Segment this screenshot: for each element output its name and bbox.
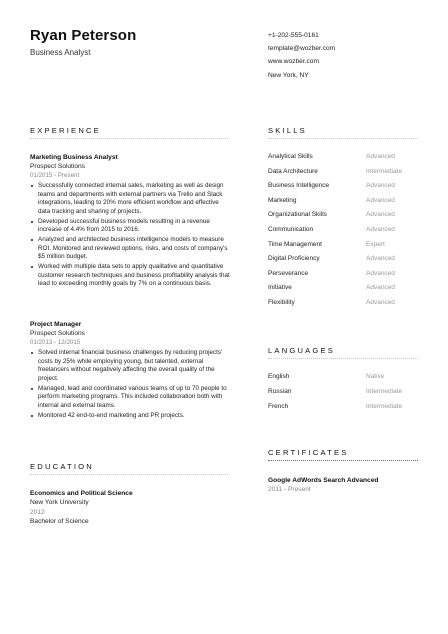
job-dates: 01/2013 - 12/2015 — [30, 339, 81, 346]
skill-row — [268, 241, 418, 255]
certificate-entry — [268, 476, 428, 495]
contact-block — [268, 29, 335, 82]
skill-name: Business Intelligence — [268, 182, 330, 190]
contact-location: New York, NY — [268, 71, 309, 79]
skill-name: Time Management — [268, 240, 322, 248]
skill-name: Flexibility — [268, 299, 295, 306]
section-divider — [268, 138, 418, 139]
education-entry — [30, 489, 230, 526]
skill-level: Expert — [366, 240, 385, 248]
skill-level: Advanced — [366, 255, 395, 263]
language-name: French — [268, 403, 289, 410]
section-title-education: EDUCATION — [30, 462, 94, 471]
skill-row — [268, 153, 418, 167]
certificate-dates: 2011 - Present — [268, 486, 311, 494]
education-degree: Economics and Political Science — [30, 490, 133, 497]
contact-website: www.wozber.com — [268, 58, 319, 66]
education-school: New York University — [30, 499, 89, 507]
skill-row — [268, 299, 418, 313]
skill-name: Marketing — [268, 196, 297, 204]
skill-row — [268, 270, 418, 284]
skill-name: Initiative — [268, 284, 292, 292]
skill-row — [268, 255, 418, 269]
job-company: Prospect Solutions — [30, 330, 85, 337]
language-row — [268, 403, 418, 417]
section-title-languages: LANGUAGES — [268, 346, 336, 355]
language-row — [268, 388, 418, 402]
language-row — [268, 373, 418, 387]
certificate-title: Google AdWords Search Advanced — [268, 477, 379, 484]
section-divider — [268, 358, 418, 359]
job-bullet: Developed successful business models resulting in a revenue increase of 4.4% from 2015 to 2016. — [30, 218, 230, 235]
skill-level: Advanced — [366, 299, 395, 306]
skill-row — [268, 211, 418, 225]
section-title-skills: SKILLS — [268, 126, 307, 135]
skill-row — [268, 284, 418, 298]
section-title-experience: EXPERIENCE — [30, 126, 101, 135]
job-title: Marketing Business Analyst — [30, 154, 118, 161]
job-bullet: Managed, lead and coordinated various teams of up to 70 people to perform marketing programs. This included collaboration both with internal and external teams. — [30, 385, 230, 411]
language-level: Native — [366, 373, 385, 380]
skill-name: Analytical Skills — [268, 153, 313, 160]
skill-row — [268, 226, 418, 240]
skill-name: Data Architecture — [268, 167, 318, 175]
skill-row — [268, 168, 418, 182]
job-bullet: Solved internal financial business challenges by reducing projects' costs by 25% while employing young, but talented, external freelancers without negatively affecting the overall quality of the project. — [30, 349, 230, 383]
skill-name: Organizational Skills — [268, 211, 327, 219]
skill-name: Digital Proficiency — [268, 255, 320, 263]
skill-level: Intermediate — [366, 167, 403, 175]
job-bullet: Monitored 42 end-to-end marketing and PR projects. — [30, 412, 230, 421]
language-level: Intermediate — [366, 388, 403, 395]
language-level: Intermediate — [366, 403, 403, 410]
contact-phone: +1-202-555-0161 — [268, 32, 319, 39]
skill-level: Advanced — [366, 211, 395, 219]
education-minor: Bachelor of Science — [30, 517, 89, 525]
job-title: Project Manager — [30, 321, 82, 328]
job-bullet: Worked with multiple data sets to apply qualitative and quantitative customer research techniques and business profitability analysis that lead to exceeding monthly goals by 7% on a continuous basis. — [30, 263, 230, 289]
skill-name: Communication — [268, 226, 314, 233]
contact-email: template@wozber.com — [268, 45, 336, 53]
job-bullets — [30, 349, 230, 420]
skill-level: Advanced — [366, 153, 395, 160]
job-bullets — [30, 182, 230, 289]
skill-name: Perseverance — [268, 269, 309, 277]
job-entry — [30, 153, 230, 290]
job-entry — [30, 320, 230, 421]
education-year: 2012 — [30, 508, 45, 516]
language-name: English — [268, 373, 290, 380]
section-divider — [30, 138, 228, 139]
job-dates: 01/2015 - Present — [30, 172, 80, 179]
job-bullet: Successfully connected internal sales, marketing as well as design teams and departments with external partners via Trello and Slack integrations, leading to 20% more efficient workflow and effective data tracking and sharing of projects. — [30, 182, 230, 216]
section-divider — [268, 460, 418, 461]
skill-level: Advanced — [366, 196, 395, 204]
skill-row — [268, 197, 418, 211]
skill-level: Advanced — [366, 284, 395, 292]
job-bullet: Analyzed and architected business intelligence models to measure ROI. Monitored and reviewed options, risks, and costs of company's $5 million budget. — [30, 236, 230, 262]
job-company: Prospect Solutions — [30, 163, 85, 170]
candidate-role: Business Analyst — [30, 48, 91, 57]
skill-row — [268, 182, 418, 196]
skill-level: Advanced — [366, 182, 395, 190]
skill-level: Advanced — [366, 269, 395, 277]
skill-level: Advanced — [366, 226, 395, 233]
section-title-certificates: CERTIFICATES — [268, 448, 349, 457]
language-name: Russian — [268, 388, 292, 395]
candidate-name: Ryan Peterson — [30, 27, 137, 44]
section-divider — [30, 474, 228, 475]
